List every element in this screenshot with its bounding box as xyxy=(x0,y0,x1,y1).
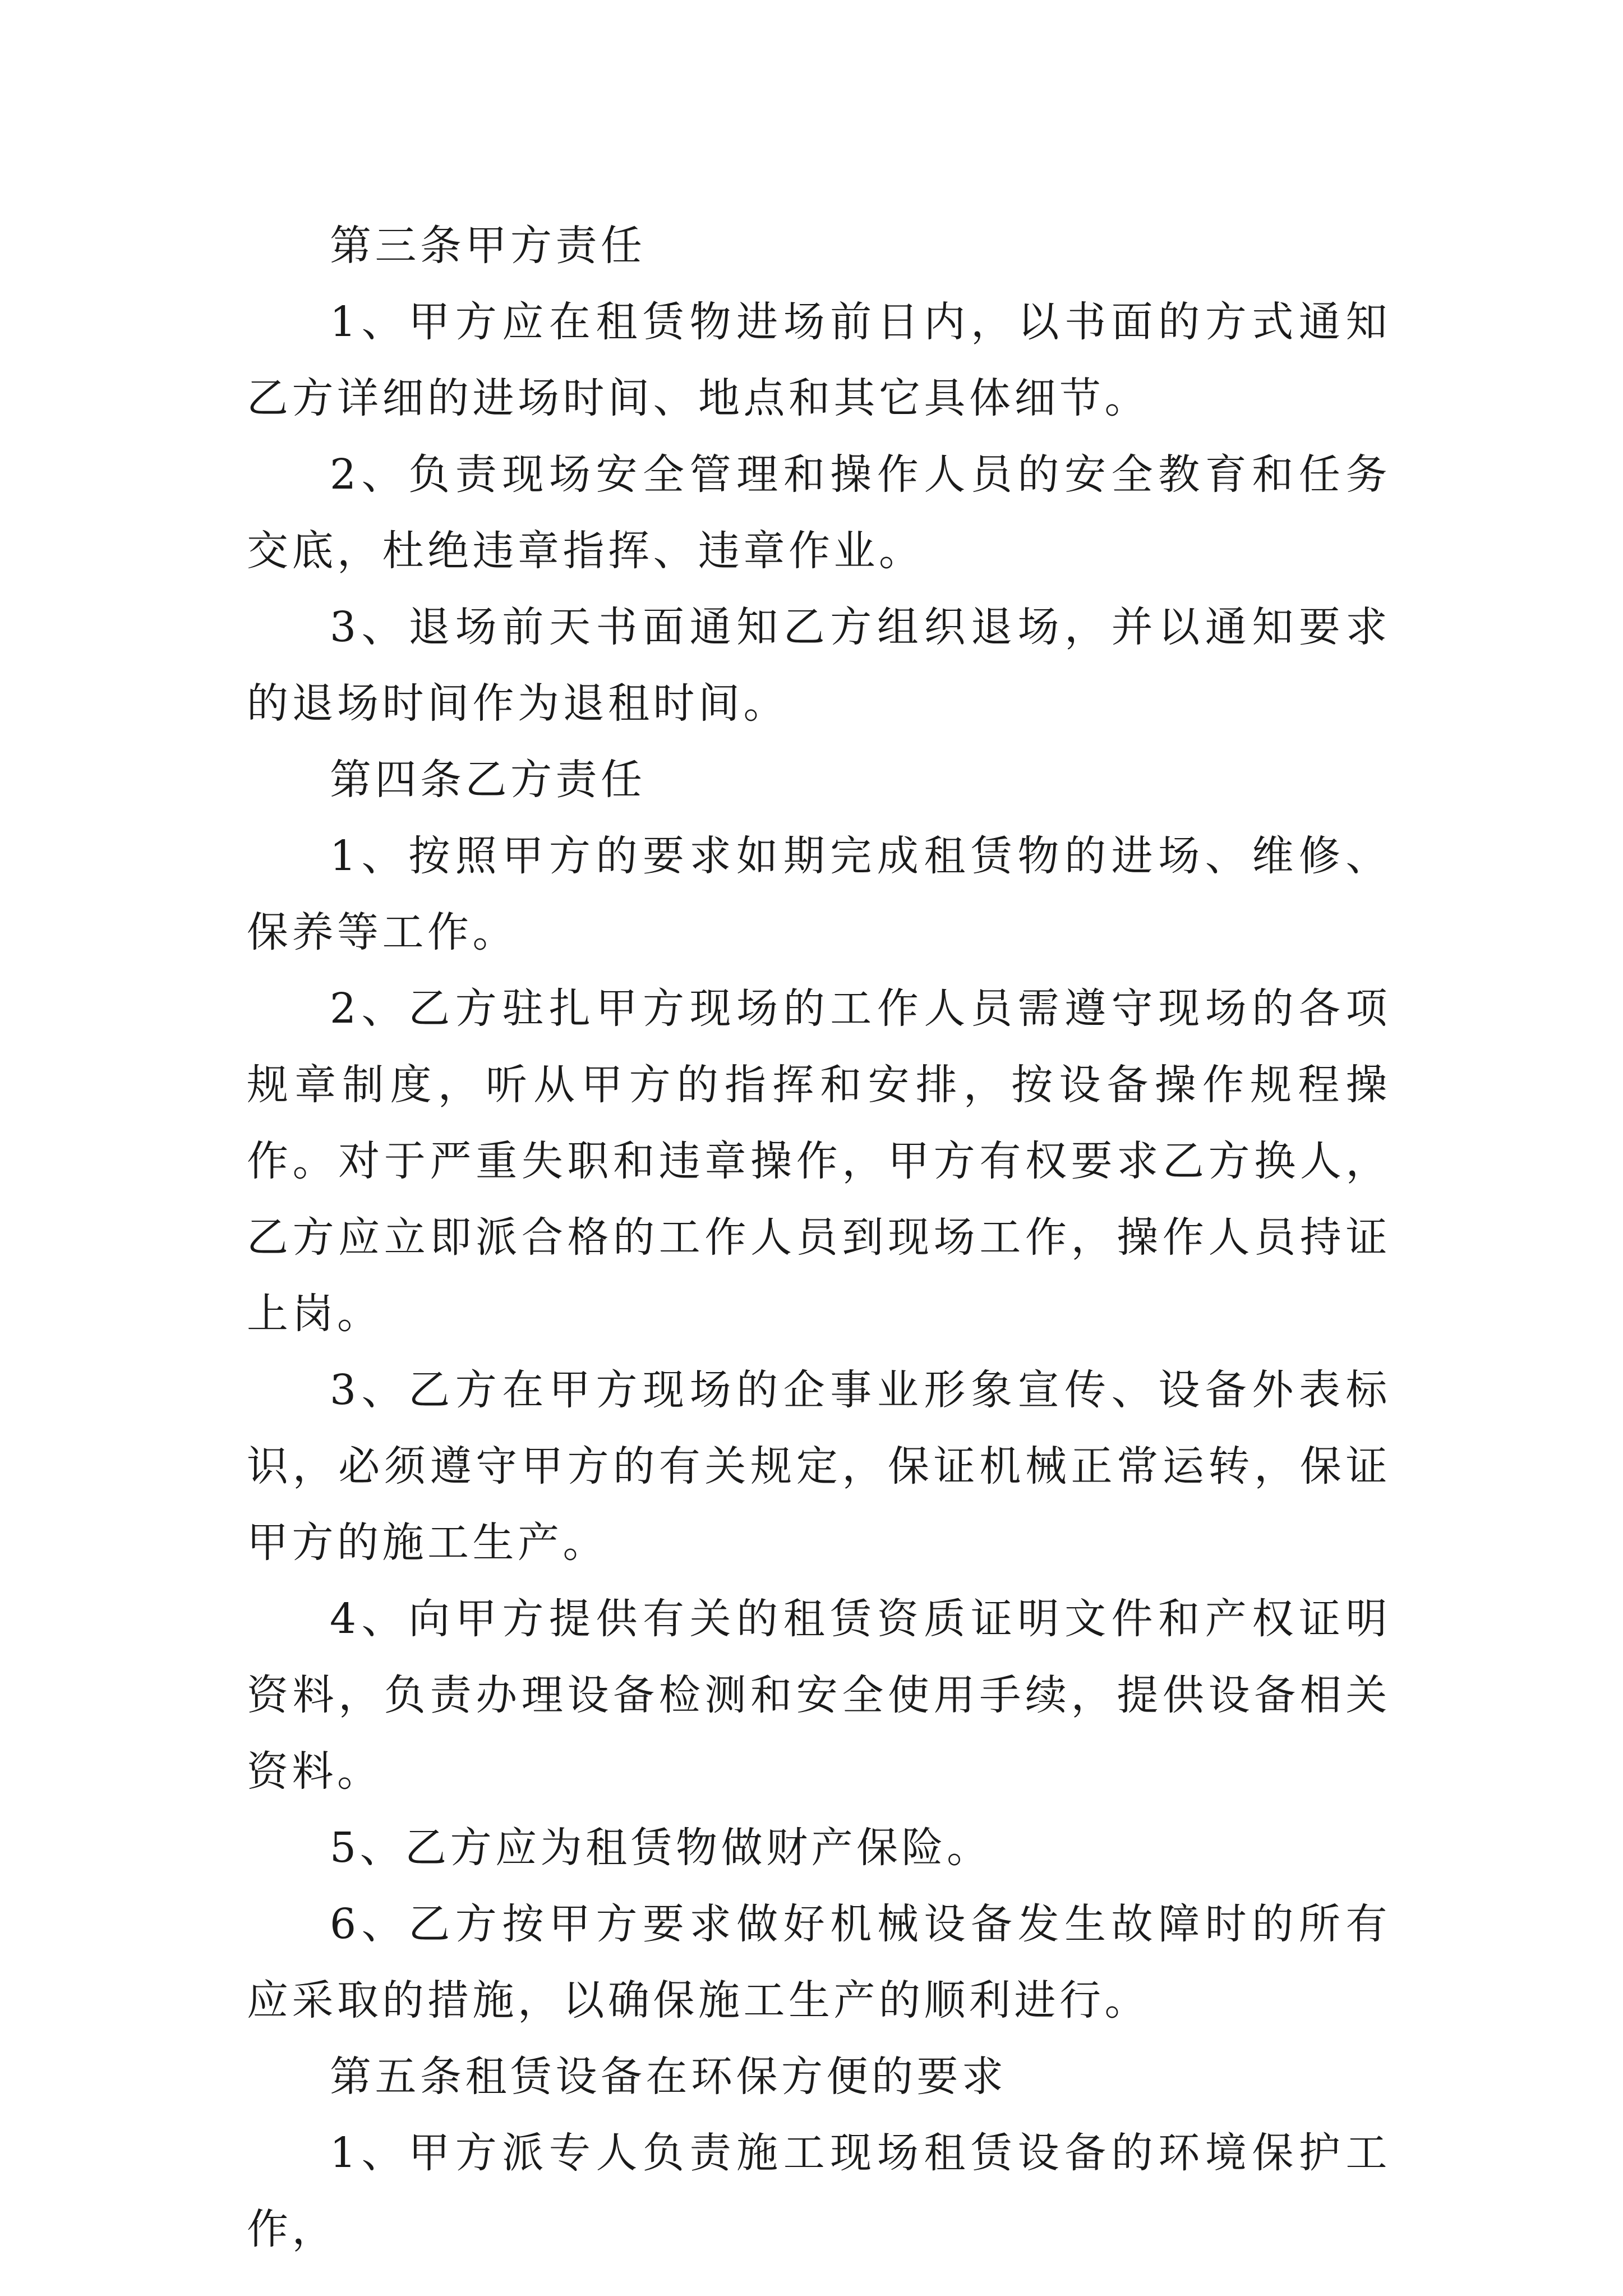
clause-paragraph: 1、甲方派专人负责施工现场租赁设备的环境保护工作， xyxy=(247,2129,1391,2253)
clause-paragraph: 3、乙方在甲方现场的企事业形象宣传、设备外表标识，必须遵守甲方的有关规定，保证机械正常运转，保证甲方的施工生产。 xyxy=(247,1366,1391,1567)
document-body xyxy=(247,208,1391,2267)
clause-paragraph: 1、按照甲方的要求如期完成租赁物的进场、维修、保养等工作。 xyxy=(247,832,1391,956)
section-heading-3: 第三条甲方责任 xyxy=(330,222,646,270)
clause-paragraph: 5、乙方应为租赁物做财产保险。 xyxy=(330,1824,992,1872)
clause-paragraph: 4、向甲方提供有关的租赁资质证明文件和产权证明资料，负责办理设备检测和安全使用手续，提供设备相关资料。 xyxy=(247,1595,1391,1796)
clause-paragraph: 6、乙方按甲方要求做好机械设备发生故障时的所有应采取的措施，以确保施工生产的顺利进行。 xyxy=(247,1900,1391,2024)
clause-paragraph: 3、退场前天书面通知乙方组织退场，并以通知要求的退场时间作为退租时间。 xyxy=(247,603,1391,728)
clause-paragraph: 2、负责现场安全管理和操作人员的安全教育和任务交底，杜绝违章指挥、违章作业。 xyxy=(247,450,1391,575)
clause-paragraph: 2、乙方驻扎甲方现场的工作人员需遵守现场的各项规章制度，听从甲方的指挥和安排，按设备操作规程操作。对于严重失职和违章操作，甲方有权要求乙方换人，乙方应立即派合格的工作人员到现场工作，操作人员持证上岗。 xyxy=(247,984,1391,1338)
clause-paragraph: 1、甲方应在租赁物进场前日内，以书面的方式通知乙方详细的进场时间、地点和其它具体细节。 xyxy=(247,298,1391,422)
section-heading-5: 第五条租赁设备在环保方便的要求 xyxy=(330,2053,1007,2101)
section-heading-4: 第四条乙方责任 xyxy=(330,756,646,804)
